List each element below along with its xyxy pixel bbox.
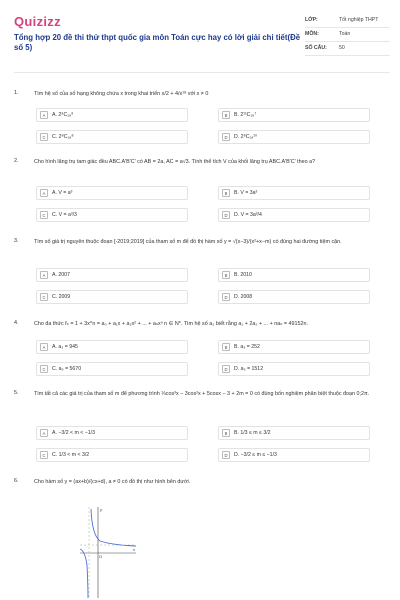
option-text: A. V = a³ bbox=[52, 190, 73, 196]
option-text: A. 2007 bbox=[52, 272, 70, 278]
option-d[interactable] bbox=[218, 448, 370, 462]
option-letter: A bbox=[40, 111, 48, 119]
option-b[interactable] bbox=[218, 340, 370, 354]
option-letter: D bbox=[222, 451, 230, 459]
option-a[interactable] bbox=[36, 186, 188, 200]
question-text: Tìm số giá trị nguyên thuộc đoạn [-2019;2019] của tham số m để đồ thị hàm số y = √(x−3)/(x²+x−m) có đúng hai đường tiệm cận. bbox=[34, 239, 342, 245]
y-axis-label: y bbox=[100, 507, 102, 512]
question-number: 6. bbox=[14, 478, 19, 484]
option-d[interactable] bbox=[218, 290, 370, 304]
option-letter: C bbox=[40, 451, 48, 459]
option-letter: B bbox=[222, 271, 230, 279]
option-d[interactable] bbox=[218, 362, 370, 376]
option-letter: C bbox=[40, 293, 48, 301]
meta-value: 50 bbox=[339, 45, 345, 51]
question-text: Tìm hệ số của số hạng không chứa x trong khai triển x/2 + 4/x¹⁸ với x ≠ 0 bbox=[34, 91, 209, 97]
option-text: D. 2⁸C₁₈¹⁰ bbox=[234, 134, 258, 140]
function-graph bbox=[78, 505, 138, 600]
option-a[interactable] bbox=[36, 340, 188, 354]
question-number: 1. bbox=[14, 90, 19, 96]
option-text: A. 2⁹C₁₈⁹ bbox=[52, 112, 74, 118]
question-number: 2. bbox=[14, 158, 19, 164]
option-b[interactable] bbox=[218, 268, 370, 282]
question-number: 5. bbox=[14, 390, 19, 396]
page-title: Tổng hợp 20 đề thi thử thpt quốc gia môn Toán cực hay có lời giải chi tiết(Đề số 5) bbox=[14, 33, 301, 52]
option-text: C. a₃ = 5670 bbox=[52, 366, 82, 372]
option-letter: A bbox=[40, 189, 48, 197]
option-text: B. 1/3 ≤ m ≤ 3/2 bbox=[234, 430, 271, 436]
option-letter: D bbox=[222, 365, 230, 373]
meta-value: Tốt nghiệp THPT bbox=[339, 17, 379, 23]
meta-label: MÔN: bbox=[305, 31, 319, 37]
question-number: 4. bbox=[14, 320, 19, 326]
option-a[interactable] bbox=[36, 268, 188, 282]
question-text: Cho hình lăng trụ tam giác đều ABC.A'B'C' có AB = 2a, AC = a√3. Tính thể tích V của khối lăng trụ ABC.A'B'C' theo a? bbox=[34, 159, 316, 165]
option-text: C. 2009 bbox=[52, 294, 71, 300]
meta-row-count bbox=[305, 42, 390, 56]
option-text: D. a₃ = 1512 bbox=[234, 366, 264, 372]
meta-row-subject bbox=[305, 28, 390, 42]
graph-branch-left bbox=[80, 549, 88, 598]
option-letter: D bbox=[222, 133, 230, 141]
option-text: D. V = 3a³/4 bbox=[234, 212, 262, 218]
option-letter: B bbox=[222, 343, 230, 351]
x-axis-label: x bbox=[133, 547, 135, 552]
option-text: B. 2¹¹C₁₈⁷ bbox=[234, 112, 257, 118]
option-letter: D bbox=[222, 211, 230, 219]
header-divider bbox=[14, 72, 390, 73]
option-text: C. 2⁸C₁₈⁸ bbox=[52, 134, 74, 140]
option-c[interactable] bbox=[36, 290, 188, 304]
option-b[interactable] bbox=[218, 108, 370, 122]
quizizz-logo: Quizizz bbox=[14, 14, 61, 29]
option-d[interactable] bbox=[218, 130, 370, 144]
option-text: C. V = a³/3 bbox=[52, 212, 77, 218]
option-b[interactable] bbox=[218, 426, 370, 440]
question-text: Cho đa thức fₙ = 1 + 3x^n = a₀ + a₁x + a₂x² + ... + aₙxⁿ n ∈ N*. Tìm hệ số a₃ biết rằng a₁ + 2a₂ + ... + naₙ = 49152n. bbox=[34, 321, 308, 327]
option-b[interactable] bbox=[218, 186, 370, 200]
option-letter: C bbox=[40, 365, 48, 373]
option-c[interactable] bbox=[36, 208, 188, 222]
option-letter: A bbox=[40, 271, 48, 279]
origin-label: O bbox=[99, 554, 103, 559]
meta-panel bbox=[305, 14, 390, 56]
option-letter: A bbox=[40, 343, 48, 351]
option-text: B. 2010 bbox=[234, 272, 252, 278]
question-number: 3. bbox=[14, 238, 19, 244]
option-text: B. a₃ = 252 bbox=[234, 344, 260, 350]
option-text: D. 2008 bbox=[234, 294, 253, 300]
question-text: Tìm tất cả các giá trị của tham số m để phương trình ⅓cos³x − 3cos²x + 5cosx − 3 + 2m = 0 có đúng bốn nghiệm phân biệt thuộc đoạn 0;2π. bbox=[34, 391, 370, 397]
meta-label: SỐ CÂU: bbox=[305, 45, 327, 51]
option-text: A. a₃ = 945 bbox=[52, 344, 78, 350]
option-letter: B bbox=[222, 111, 230, 119]
option-letter: D bbox=[222, 293, 230, 301]
option-c[interactable] bbox=[36, 362, 188, 376]
option-a[interactable] bbox=[36, 108, 188, 122]
meta-value: Toán bbox=[339, 31, 351, 37]
option-a[interactable] bbox=[36, 426, 188, 440]
option-letter: A bbox=[40, 429, 48, 437]
meta-label: LỚP: bbox=[305, 17, 318, 23]
option-c[interactable] bbox=[36, 448, 188, 462]
option-c[interactable] bbox=[36, 130, 188, 144]
option-d[interactable] bbox=[218, 208, 370, 222]
option-text: C. 1/3 < m < 3/2 bbox=[52, 452, 90, 458]
option-text: D. −3/2 ≤ m ≤ −1/3 bbox=[234, 452, 277, 458]
option-text: B. V = 3a³ bbox=[234, 190, 258, 196]
option-letter: C bbox=[40, 133, 48, 141]
option-text: A. −3/2 < m < −1/3 bbox=[52, 430, 95, 436]
option-letter: C bbox=[40, 211, 48, 219]
option-letter: B bbox=[222, 189, 230, 197]
meta-row-grade bbox=[305, 14, 390, 28]
option-letter: B bbox=[222, 429, 230, 437]
question-text: Cho hàm số y = (ax+b)/(cx+d), a ≠ 0 có đồ thị như hình bên dưới. bbox=[34, 479, 191, 485]
